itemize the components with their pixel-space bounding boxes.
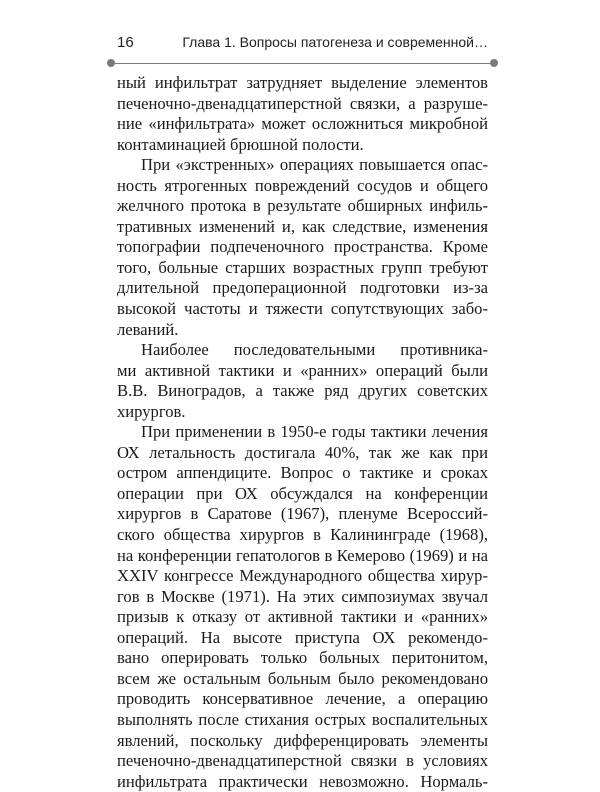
header-rule-right-dot <box>490 59 498 67</box>
page-number: 16 <box>117 34 134 51</box>
text-line: ный инфильтрат затрудняет выделение элементов <box>117 73 488 92</box>
text-line: проводить консервативное лечение, а операцию <box>117 689 488 709</box>
text-line: выполнять после стихания острых воспалительных <box>117 709 488 729</box>
text-line: ность ятрогенных повреждений сосудов и общего <box>117 175 488 195</box>
text-line: печеночно-двенадцатиперстной связки в условиях <box>117 751 488 771</box>
text-line: топографии подпеченочного пространства. Кроме <box>117 237 488 257</box>
text-line: хирургов в Саратове (1967), пленуме Всероссий- <box>117 504 488 524</box>
text-line: инфильтрата практически невозможно. Нормаль- <box>117 771 488 791</box>
text-line: остром аппендиците. Вопрос о тактике и сроках <box>117 463 488 483</box>
header-rule-left-dot <box>107 59 115 67</box>
text-line: хирургов. <box>117 401 186 421</box>
paragraph <box>117 155 488 340</box>
text-line: явлений, поскольку дифференцировать элементы <box>117 730 488 750</box>
text-line: операции при ОХ обсуждался на конференции <box>117 483 488 503</box>
text-line: XXIV конгрессе Международного общества хирур- <box>117 566 488 586</box>
text-line: При применении в 1950-е годы тактики лечения <box>141 422 488 442</box>
text-line: на конференции гепатологов в Кемерово (1969) и на <box>117 545 488 565</box>
text-line: длительной предоперационной подготовки из-за <box>117 278 488 298</box>
text-line: ОХ летальность достигала 40%, так же как при <box>117 442 488 462</box>
text-line: вано оперировать только больных перитонитом, <box>117 648 488 668</box>
text-line: Наиболее последовательными противника- <box>141 340 488 360</box>
paragraph <box>117 73 488 155</box>
text-line: ние «инфильтрата» может осложниться микробной <box>117 114 488 134</box>
text-line: того, больные старших возрастных групп требуют <box>117 257 488 277</box>
paragraph <box>117 340 488 422</box>
page-header <box>117 32 488 54</box>
text-line: ми активной тактики и «ранних» операций были <box>117 360 488 380</box>
text-line: операций. На высоте приступа ОХ рекомендо- <box>117 627 488 647</box>
body-text <box>117 73 488 792</box>
text-line: тративных изменений и, как следствие, изменения <box>117 216 488 236</box>
running-title: Глава 1. Вопросы патогенеза и современной… <box>182 34 488 50</box>
text-line: контаминацией брюшной полости. <box>117 134 364 154</box>
text-line: В.В. Виноградов, а также ряд других советских <box>117 381 488 401</box>
text-line: гов в Москве (1971). На этих симпозиумах звучал <box>117 586 488 606</box>
paragraph <box>117 422 488 792</box>
header-rule <box>111 63 494 64</box>
text-line: высокой частоты и тяжести сопутствующих забо- <box>117 299 488 319</box>
text-line: ского общества хирургов в Калининграде (1968), <box>117 525 488 545</box>
text-line: печеночно-двенадцатиперстной связки, а разруше- <box>117 93 488 113</box>
text-line: всем же остальным больным было рекомендовано <box>117 668 488 688</box>
text-line: леваний. <box>117 319 179 339</box>
text-line: желчного протока в результате обширных инфиль- <box>117 196 488 216</box>
text-line: призыв к отказу от активной тактики и «ранних» <box>117 607 488 627</box>
text-line: При «экстренных» операциях повышается опас- <box>141 155 488 175</box>
